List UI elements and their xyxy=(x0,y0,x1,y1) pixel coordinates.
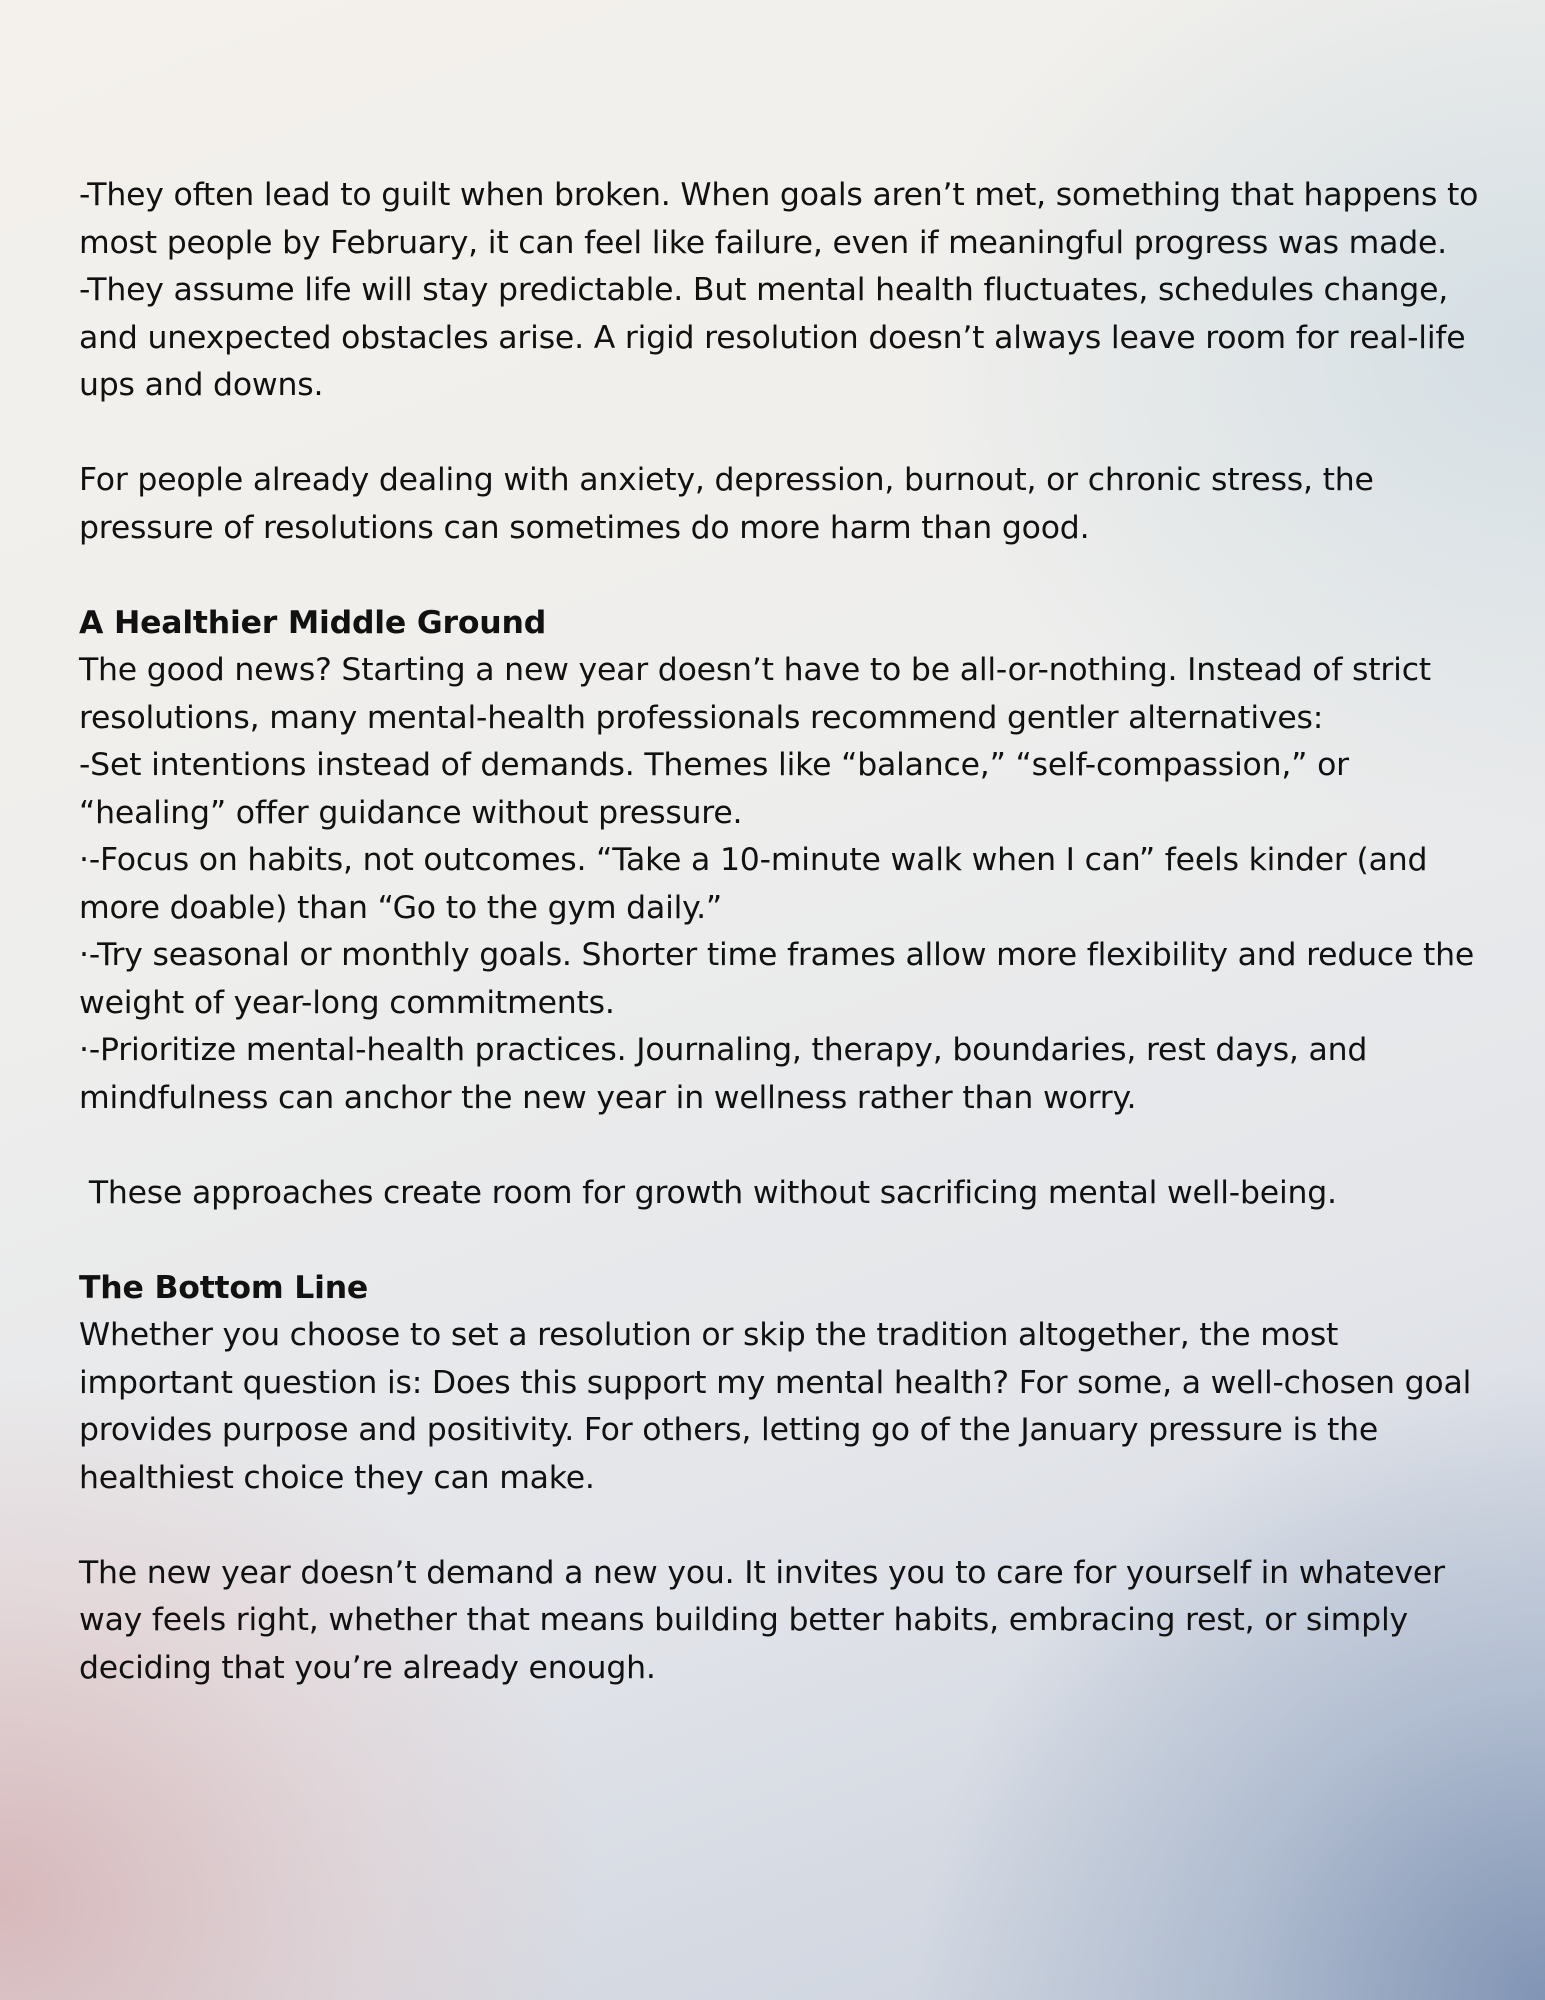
spacer xyxy=(79,552,1479,600)
paragraph-good-news: The good news? Starting a new year doesn’t have to be all-or-nothing. Instead of strict resolutions, many mental-health professionals recommend gentler alternatives: xyxy=(79,652,1431,736)
paragraph-approaches: These approaches create room for growth without sacrificing mental well-being. xyxy=(79,1174,1337,1211)
spacer xyxy=(79,1502,1479,1550)
list-item-intentions: -Set intentions instead of demands. Themes like “balance,” “self-compassion,” or “healing” offer guidance without pressure. xyxy=(79,747,1349,831)
paragraph-bottom-line: Whether you choose to set a resolution or skip the tradition altogether, the most important question is: Does this support my mental health? For some, a well-chosen goal provides purpose and positivity. For others, letting go of the January pressure is the healthiest choice they can make. xyxy=(79,1317,1472,1496)
spacer xyxy=(79,1122,1479,1170)
list-item-mental-health-practices: ·-Prioritize mental-health practices. Journaling, therapy, boundaries, rest days, and mindfulness can anchor the new year in wellness rather than worry. xyxy=(79,1032,1368,1116)
paragraph-guilt: -They often lead to guilt when broken. When goals aren’t met, something that happens to most people by February, it can feel like failure, even if meaningful progress was made. xyxy=(79,177,1479,261)
spacer xyxy=(79,1217,1479,1265)
paragraph-predictable: -They assume life will stay predictable. But mental health fluctuates, schedules change, and unexpected obstacles arise. A rigid resolution doesn’t always leave room for real-life ups and downs. xyxy=(79,272,1466,403)
section-heading-bottom-line: The Bottom Line xyxy=(79,1269,369,1306)
list-item-habits: ·-Focus on habits, not outcomes. “Take a 10-minute walk when I can” feels kinder (and more doable) than “Go to the gym daily.” xyxy=(79,842,1428,926)
article-body xyxy=(79,172,1479,1692)
list-item-seasonal-goals: ·-Try seasonal or monthly goals. Shorter time frames allow more flexibility and reduce the weight of year-long commitments. xyxy=(79,937,1475,1021)
paragraph-pressure: For people already dealing with anxiety, depression, burnout, or chronic stress, the pressure of resolutions can sometimes do more harm than good. xyxy=(79,462,1374,546)
paragraph-closing: The new year doesn’t demand a new you. It invites you to care for yourself in whatever way feels right, whether that means building better habits, embracing rest, or simply deciding that you’re already enough. xyxy=(79,1554,1445,1686)
section-heading-middle-ground: A Healthier Middle Ground xyxy=(79,604,547,641)
spacer xyxy=(79,410,1479,458)
